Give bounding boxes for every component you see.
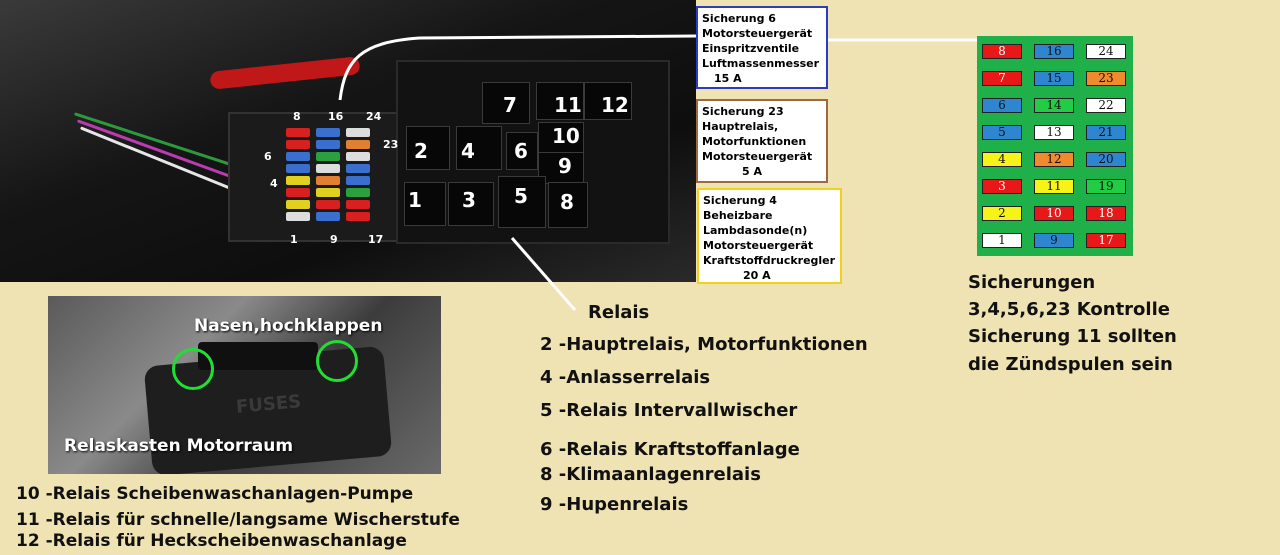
relay-number-1: 1 — [408, 188, 422, 212]
small-photo-label-bottom: Relaskasten Motorraum — [64, 436, 294, 456]
callout-amp: 5 A — [742, 165, 762, 178]
fuse-cell-20: 20 — [1086, 152, 1126, 167]
relay-number-5: 5 — [514, 184, 528, 208]
callout-line: Sicherung 6 — [702, 12, 776, 25]
fuse-cell-19: 19 — [1086, 179, 1126, 194]
callout-line: Einspritzventile — [702, 42, 800, 55]
fuse-number-17: 17 — [368, 233, 384, 246]
callout-line: Motorfunktionen — [702, 135, 807, 148]
fuse-cell-16: 16 — [1034, 44, 1074, 59]
callout-line: Luftmassenmesser — [702, 57, 820, 70]
fuse-cell-5: 5 — [982, 125, 1022, 140]
relais-item: 9 -Hupenrelais — [540, 494, 689, 515]
fuse-cell-10: 10 — [1034, 206, 1074, 221]
fuses-embossed-text: FUSES — [235, 391, 302, 418]
fuse-cell-23: 23 — [1086, 71, 1126, 86]
fuse-cell-18: 18 — [1086, 206, 1126, 221]
callout-line: Beheizbare — [703, 209, 773, 222]
fuse-cell-21: 21 — [1086, 125, 1126, 140]
fuse-number-8: 8 — [293, 110, 301, 123]
callout-line: Lambdasonde(n) — [703, 224, 808, 237]
highlight-circle-left — [172, 348, 214, 390]
callout-amp: 20 A — [743, 269, 771, 282]
leader-line-relais — [512, 238, 575, 310]
leader-line-fuse-6 — [340, 36, 696, 100]
fuse-number-6: 6 — [264, 150, 272, 163]
fuse-cell-24: 24 — [1086, 44, 1126, 59]
relais-bottom-item: 10 -Relais Scheibenwaschanlagen-Pumpe — [16, 484, 414, 504]
fuse-grid — [977, 36, 1133, 256]
fuse-cell-7: 7 — [982, 71, 1022, 86]
callout-line: Sicherung 4 — [703, 194, 777, 207]
relais-bottom-item: 11 -Relais für schnelle/langsame Wischerstufe — [16, 510, 460, 530]
relais-bottom-item: 12 -Relais für Heckscheibenwaschanlage — [16, 531, 407, 551]
fuse-number-24: 24 — [366, 110, 382, 123]
relay-box-lid — [198, 342, 318, 370]
small-photo-label-top: Nasen,hochklappen — [194, 316, 383, 336]
relay-number-6: 6 — [514, 139, 528, 163]
sicherungen-line-1: 3,4,5,6,23 Kontrolle — [968, 299, 1170, 320]
callout-amp: 15 A — [714, 72, 742, 85]
callout-sicherung-23 — [696, 99, 828, 183]
callout-sicherung-6 — [696, 6, 828, 89]
fuse-cell-15: 15 — [1034, 71, 1074, 86]
fuse-cell-9: 9 — [1034, 233, 1074, 248]
fuse-number-1: 1 — [290, 233, 298, 246]
relay-number-9: 9 — [558, 154, 572, 178]
sicherungen-title: Sicherungen — [968, 272, 1096, 293]
relay-number-7: 7 — [503, 93, 517, 117]
relay-number-3: 3 — [462, 188, 476, 212]
callout-line: Hauptrelais, — [702, 120, 779, 133]
fuse-cell-22: 22 — [1086, 98, 1126, 113]
fuse-number-9: 9 — [330, 233, 338, 246]
fuse-cell-8: 8 — [982, 44, 1022, 59]
relay-number-10: 10 — [552, 124, 580, 148]
relais-item: 4 -Anlasserrelais — [540, 367, 711, 388]
callout-line: Motorsteuergerät — [702, 150, 813, 163]
fuse-cell-1: 1 — [982, 233, 1022, 248]
fuse-cell-3: 3 — [982, 179, 1022, 194]
relay-number-12: 12 — [601, 93, 629, 117]
sicherungen-line-3: die Zündspulen sein — [968, 354, 1173, 375]
relay-number-8: 8 — [560, 190, 574, 214]
sicherungen-line-2: Sicherung 11 sollten — [968, 326, 1177, 347]
fuse-cell-4: 4 — [982, 152, 1022, 167]
relais-title: Relais — [588, 302, 650, 323]
callout-line: Kraftstoffdruckregler — [703, 254, 836, 267]
relay-number-2: 2 — [414, 139, 428, 163]
fuse-number-23: 23 — [383, 138, 399, 151]
fuse-cell-14: 14 — [1034, 98, 1074, 113]
callout-sicherung-4 — [697, 188, 842, 284]
relais-item: 5 -Relais Intervallwischer — [540, 400, 798, 421]
fuse-cell-17: 17 — [1086, 233, 1126, 248]
relais-item: 8 -Klimaanlagenrelais — [540, 464, 761, 485]
fuse-cell-2: 2 — [982, 206, 1022, 221]
relay-number-4: 4 — [461, 139, 475, 163]
fuse-number-4: 4 — [270, 177, 278, 190]
callout-line: Sicherung 23 — [702, 105, 784, 118]
relais-item: 2 -Hauptrelais, Motorfunktionen — [540, 334, 868, 355]
relay-box-photo — [48, 296, 441, 474]
fuse-cell-11: 11 — [1034, 179, 1074, 194]
fuse-cell-13: 13 — [1034, 125, 1074, 140]
callout-line: Motorsteuergerät — [702, 27, 813, 40]
highlight-circle-right — [316, 340, 358, 382]
callout-line: Motorsteuergerät — [703, 239, 814, 252]
fuse-cell-12: 12 — [1034, 152, 1074, 167]
fuse-cell-6: 6 — [982, 98, 1022, 113]
relais-item: 6 -Relais Kraftstoffanlage — [540, 439, 800, 460]
relay-number-11: 11 — [554, 93, 582, 117]
fuse-number-16: 16 — [328, 110, 344, 123]
